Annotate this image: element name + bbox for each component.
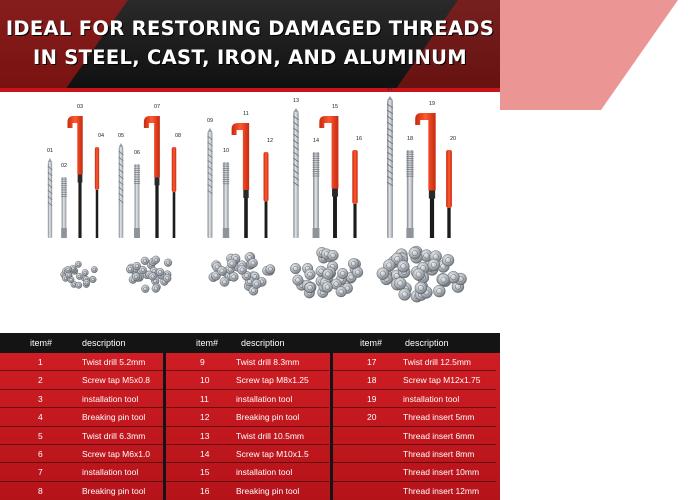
item-description: installation tool	[82, 393, 139, 404]
table-row	[333, 371, 496, 389]
table-row	[0, 463, 163, 481]
table-row	[0, 408, 163, 426]
item-number: 6	[38, 448, 43, 459]
part-callout-label: 05	[117, 133, 125, 139]
table-row	[0, 427, 163, 445]
item-number: 11	[200, 393, 209, 404]
twist-drill-icon	[208, 128, 213, 238]
table-body	[0, 353, 500, 500]
header-description-2: description	[241, 338, 285, 348]
installation-tool-icon	[232, 123, 250, 238]
table-row	[166, 408, 329, 426]
item-description: Screw tap M12x1.75	[403, 375, 481, 386]
screw-tap-icon	[134, 164, 140, 238]
table-row	[333, 445, 496, 463]
twist-drill-icon	[293, 108, 298, 238]
part-callout-label: 14	[312, 138, 320, 144]
item-number: 7	[38, 467, 43, 478]
item-number: 17	[367, 357, 377, 367]
part-callout-label: 11	[243, 111, 249, 117]
item-number: 9	[200, 357, 205, 367]
table-column-3	[333, 353, 496, 500]
header-item-3: item#	[360, 338, 383, 348]
item-description: Thread insert 6mm	[403, 430, 475, 441]
breaking-pin-tool-icon	[352, 150, 357, 238]
table-row	[333, 427, 496, 445]
item-description: Breaking pin tool	[82, 485, 146, 496]
item-description: Twist drill 12.5mm	[403, 357, 472, 367]
screw-tap-icon	[223, 162, 230, 238]
table-row	[0, 445, 163, 463]
item-description: Twist drill 5.2mm	[82, 357, 146, 367]
table-row	[166, 445, 329, 463]
header-description-1: description	[82, 338, 126, 348]
item-number: 3	[38, 393, 43, 404]
item-description: Thread insert 10mm	[403, 467, 480, 478]
item-description: Breaking pin tool	[82, 412, 146, 423]
item-description: installation tool	[236, 393, 293, 404]
item-description: Screw tap M5x0.8	[82, 375, 151, 386]
item-number: 2	[38, 375, 43, 386]
part-callout-label: 09	[206, 118, 214, 124]
item-description: Screw tap M10x1.5	[236, 448, 309, 459]
item-description: Twist drill 8.3mm	[236, 357, 300, 367]
product-photo	[0, 86, 500, 325]
table-row	[166, 353, 329, 371]
part-callout-label: 16	[355, 136, 363, 142]
item-description: installation tool	[236, 467, 293, 478]
item-number: 19	[367, 393, 377, 404]
item-description: installation tool	[403, 393, 460, 404]
part-callout-label: 15	[331, 104, 339, 110]
table-row	[0, 390, 163, 408]
headline-line-1: IDEAL FOR RESTORING DAMAGED THREADS	[5, 17, 495, 40]
installation-tool-icon	[319, 116, 338, 238]
item-description: Thread insert 5mm	[403, 412, 475, 423]
table-row	[333, 463, 496, 481]
table-row	[166, 427, 329, 445]
screw-tap-icon	[61, 177, 67, 238]
table-row	[166, 390, 329, 408]
item-number: 18	[367, 375, 377, 386]
breaking-pin-tool-icon	[172, 147, 177, 238]
part-callout-label: 17	[386, 86, 394, 92]
thread-insert-pile-icon	[290, 247, 363, 298]
part-callout-label: 04	[97, 133, 105, 139]
header-description-3: description	[405, 338, 449, 348]
item-description: installation tool	[82, 467, 139, 478]
installation-tool-icon	[415, 113, 435, 238]
table-column-1	[0, 353, 163, 500]
thread-insert-pile-icon	[209, 252, 275, 295]
item-description: Twist drill 6.3mm	[82, 430, 146, 441]
item-description: Breaking pin tool	[236, 412, 300, 423]
breaking-pin-tool-icon	[446, 150, 452, 238]
item-number: 13	[200, 430, 210, 441]
part-callout-label: 06	[133, 150, 141, 156]
item-number: 15	[200, 467, 210, 478]
item-number: 8	[38, 485, 43, 496]
item-number: 1	[38, 357, 43, 367]
item-description: Breaking pin tool	[236, 485, 300, 496]
thread-insert-pile-icon	[61, 261, 98, 288]
table-row	[0, 353, 163, 371]
twist-drill-icon	[387, 96, 393, 238]
part-callout-label: 02	[60, 163, 68, 169]
screw-tap-icon	[312, 152, 319, 238]
part-callout-label: 08	[174, 133, 182, 139]
installation-tool-icon	[144, 116, 160, 238]
table-row	[0, 371, 163, 389]
breaking-pin-tool-icon	[264, 152, 269, 238]
table-row	[333, 482, 496, 500]
item-number: 20	[367, 412, 377, 423]
part-callout-label: 19	[428, 101, 436, 107]
table-header	[0, 333, 500, 353]
header-item-2: item#	[196, 338, 219, 348]
table-row	[0, 482, 163, 500]
item-description: Thread insert 8mm	[403, 448, 475, 459]
twist-drill-icon	[119, 143, 124, 238]
item-description: Twist drill 10.5mm	[236, 430, 305, 441]
part-callout-label: 03	[76, 104, 84, 110]
item-number: 10	[200, 375, 210, 386]
table-row	[166, 482, 329, 500]
table-row	[166, 463, 329, 481]
tool-kit-illustration	[0, 86, 500, 325]
thread-insert-pile-icon	[377, 246, 467, 302]
table-row	[166, 371, 329, 389]
item-description: Thread insert 12mm	[403, 485, 480, 496]
part-callout-label: 07	[153, 104, 161, 110]
screw-tap-icon	[406, 150, 414, 238]
headline-line-2: IN STEEL, CAST, IRON, AND ALUMINUM	[33, 46, 467, 69]
item-number: 14	[200, 448, 210, 459]
part-callout-label: 01	[46, 148, 54, 154]
twist-drill-icon	[48, 158, 52, 238]
item-number: 5	[38, 430, 43, 441]
part-callout-label: 12	[266, 138, 274, 144]
part-callout-label: 10	[222, 148, 230, 154]
item-description: Screw tap M6x1.0	[82, 448, 151, 459]
parts-table	[0, 333, 500, 500]
part-callout-label: 13	[292, 98, 300, 104]
table-column-2	[166, 353, 329, 500]
thread-insert-pile-icon	[126, 256, 172, 293]
item-description: Screw tap M8x1.25	[236, 375, 309, 386]
item-number: 4	[38, 412, 43, 423]
part-callout-label: 18	[406, 136, 414, 142]
table-row	[333, 353, 496, 371]
item-number: 12	[200, 412, 210, 423]
header-item-1: item#	[30, 338, 53, 348]
header-banner	[0, 0, 500, 92]
table-row	[333, 390, 496, 408]
installation-tool-icon	[68, 116, 83, 238]
part-callout-label: 20	[449, 136, 457, 142]
breaking-pin-tool-icon	[95, 147, 99, 238]
table-row	[333, 408, 496, 426]
item-number: 16	[200, 485, 210, 496]
